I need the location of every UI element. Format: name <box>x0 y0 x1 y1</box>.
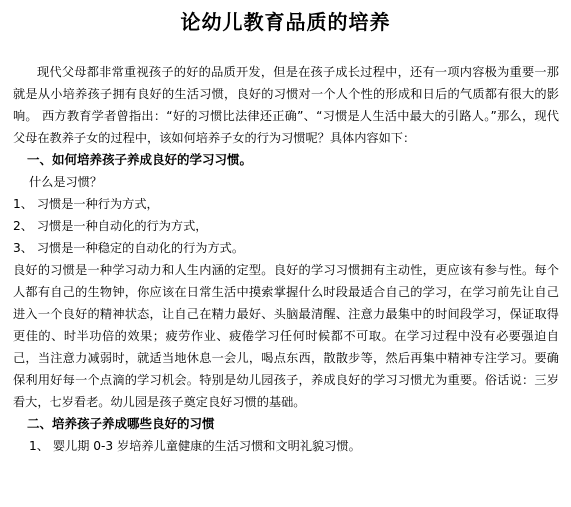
section-1-heading: 一、如何培养孩子养成良好的学习习惯。 <box>27 152 253 167</box>
list-item: 2、 习惯是一种自动化的行为方式， <box>13 219 208 233</box>
section-2-item: 1、 婴儿期 0-3 岁培养儿童健康的生活习惯和文明礼貌习惯。 <box>29 439 361 453</box>
intro-paragraph: 现代父母都非常重视孩子的好的品质开发，但是在孩子成长过程中，还有一项内容极为重要一那就是从小培养孩子拥有良好的生活习惯，良好的习惯对一个人个性的形成和日后的气质都有很大的影响。 西方教育学者曾指出：“好的习惯比法律还正确”、“习惯是人生活中最大的引路人。”那么，现代父母在教养子女的过程中，该如何培养子女的行为习惯呢？具体内容如下： <box>13 65 559 145</box>
question-line: 什么是习惯？ <box>29 175 103 189</box>
habit-paragraph: 良好的习惯是一种学习动力和人生内涵的定型。良好的学习习惯拥有主动性，更应该有参与性。每个人都有自己的生物钟，你应该在日常生活中摸索掌握什么时段最适合自己的学习，在学习前先让自己进入一个良好的精神状态，让自己在精力最好、头脑最清醒、注意力最集中的时间段学习，保证取得更佳的、时半功倍的效果；疲劳作业、疲倦学习任何时候都不可取。在学习过程中没有必要强迫自己，当注意力减弱时，就适当地休息一会儿，喝点东西，散散步等，然后再集中精神专注学习。要确保利用好每一个点滴的学习机会。特别是幼儿园孩子，养成良好的学习习惯尤为重要。俗话说：三岁看大，七岁看老。幼儿园是孩子奠定良好习惯的基础。 <box>13 263 559 409</box>
list-item: 1、 习惯是一种行为方式， <box>13 197 159 211</box>
document-body <box>13 61 559 457</box>
list-item: 3、 习惯是一种稳定的自动化的行为方式。 <box>13 241 245 255</box>
document-title: 论幼儿教育品质的培养 <box>180 10 391 34</box>
section-2-heading: 二、培养孩子养成哪些良好的习惯 <box>27 416 215 431</box>
